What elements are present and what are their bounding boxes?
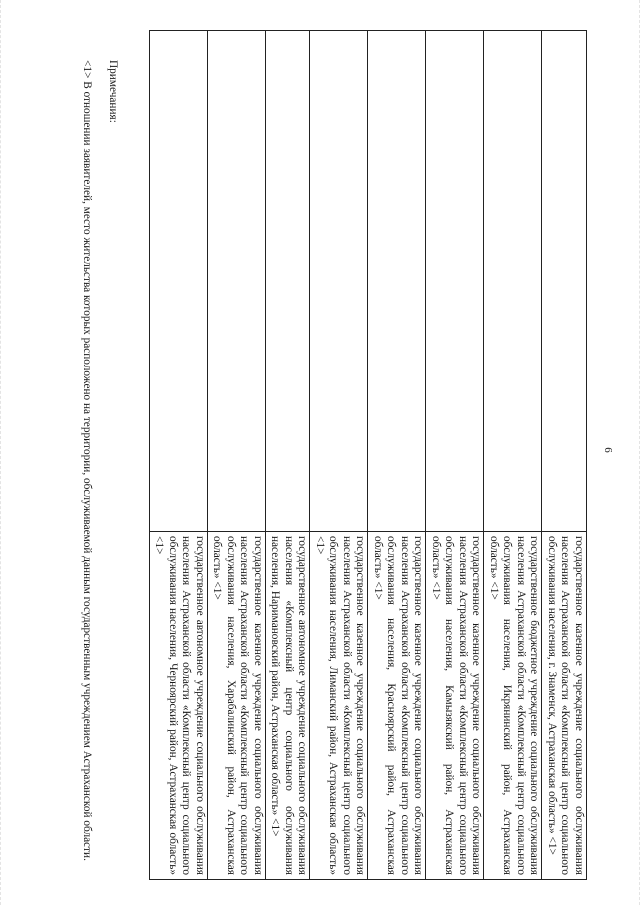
table-cell-empty (427, 30, 484, 532)
table-cell-institution: государственное казенное учреждение социального обслуживания населения Астраханской области «Комплексный центр социального обслуживания населения, Харабалинский район, Астраханская область» <1> (208, 532, 265, 880)
table-row (426, 30, 484, 880)
notes-heading: Примечания: (107, 60, 119, 123)
table-cell-institution: государственное бюджетное учреждение социального обслуживания населения Астраханской области «Комплексный центр социального обслуживания населения, Икрянинский район, Астраханская область» <1> (485, 532, 542, 880)
table-row (150, 30, 207, 880)
institutions-table (149, 30, 587, 880)
table-cell-empty (485, 30, 542, 532)
table-cell-institution: государственное казенное учреждение социального обслуживания населения Астраханской области «Комплексный центр социального обслуживания населения, Лиманский район, Астраханская область» <1> (311, 532, 368, 880)
table-cell-empty (208, 30, 265, 532)
page-number: 6 (602, 447, 614, 453)
table-cell-institution: государственное автономное учреждение социального обслуживания населения Астраханской области «Комплексный центр социального обслуживания населения, Черноярский район, Астраханская область» <1> (150, 532, 207, 880)
table-row (484, 30, 542, 880)
table-cell-empty (543, 30, 587, 532)
table-row (310, 30, 368, 880)
table-cell-empty (369, 30, 426, 532)
table-row (265, 30, 310, 880)
table-cell-institution: государственное казенное учреждение социального обслуживания населения Астраханской области «Комплексный центр социального обслуживания населения, г. Знаменск, Астраханская область» <1> (543, 532, 587, 880)
table-row (542, 30, 587, 880)
rotated-page (20, 20, 620, 880)
footnote: <1> В отношении заявителей, место жительства которых расположено на территории, обслуживаемой данным государственным учреждением Астраханской области. (81, 60, 93, 861)
table-cell-empty (311, 30, 368, 532)
table-row (207, 30, 265, 880)
table-cell-institution: государственное казенное учреждение социального обслуживания населения Астраханской области «Комплексный центр социального обслуживания населения, Камызякский район, Астраханская область» <1> (427, 532, 484, 880)
table-row (368, 30, 426, 880)
notes-section (80, 30, 120, 880)
table-cell-institution: государственное автономное учреждение социального обслуживания населения «Комплексный центр социального обслуживания населения, Наримановский район, Астраханская область» <1> (266, 532, 310, 880)
table-cell-empty (266, 30, 310, 532)
table-cell-institution: государственное казенное учреждение социального обслуживания населения Астраханской области «Комплексный центр социального обслуживания населения, Красноярский район, Астраханская область» <1> (369, 532, 426, 880)
table-cell-empty (150, 30, 207, 532)
